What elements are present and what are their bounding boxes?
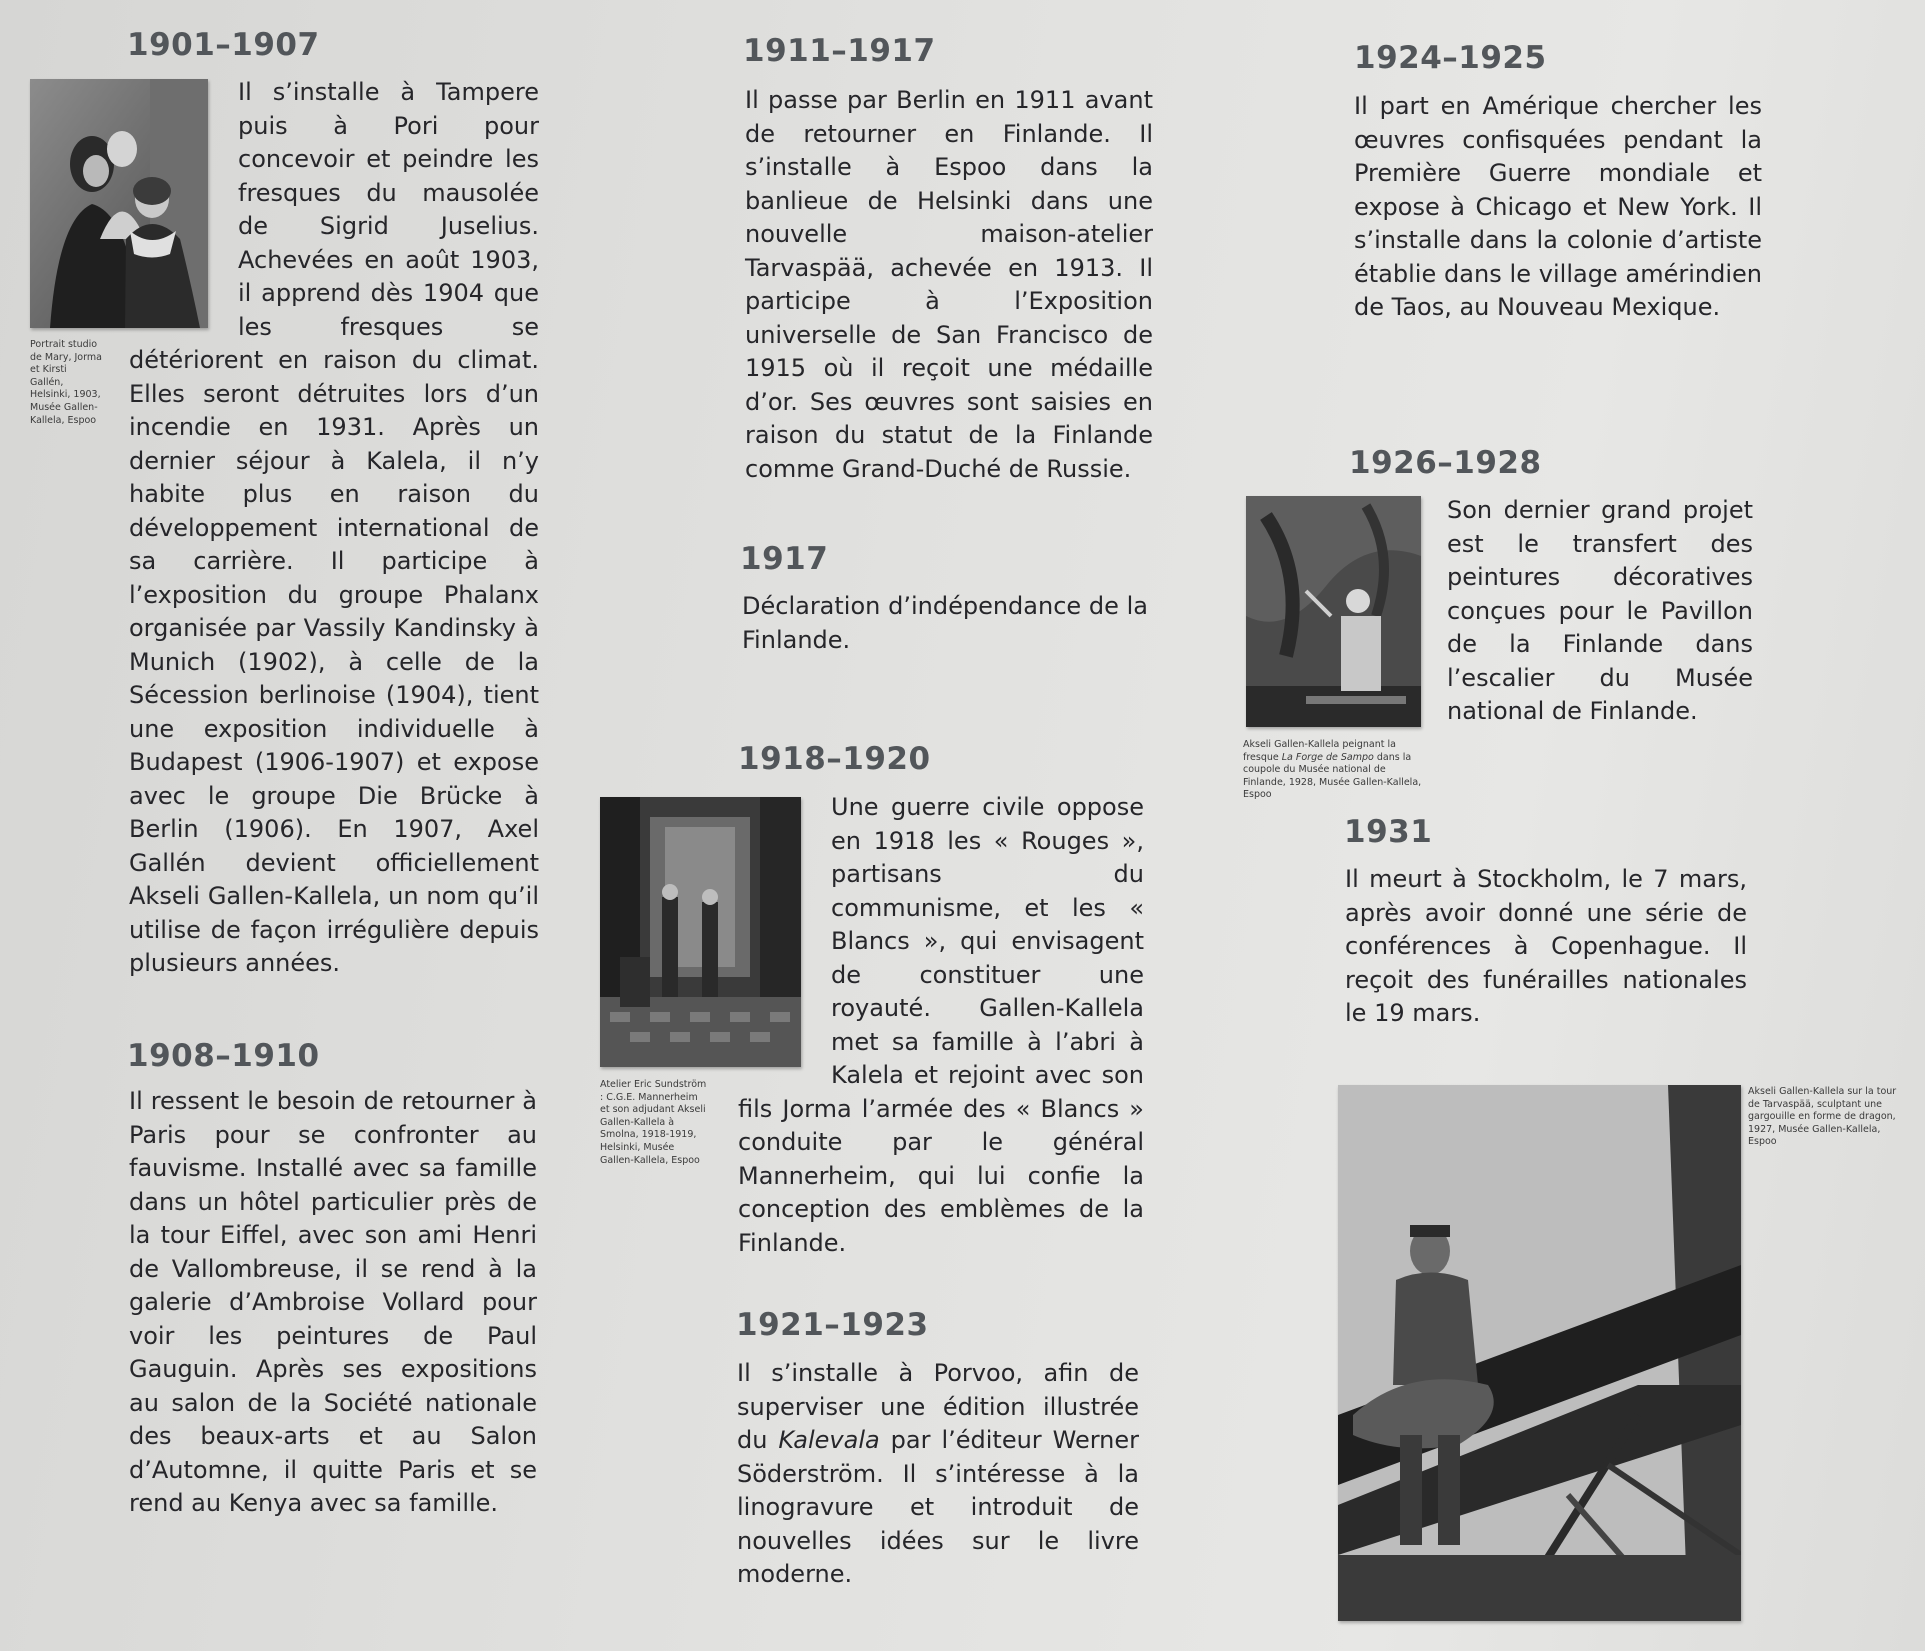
caption-fresco-title: La Forge de Sampo [1281,751,1374,763]
photo-caption-fresco [1243,739,1428,802]
kalevala-title: Kalevala [778,1426,880,1454]
heading-1918-1920: 1918–1920 [738,741,931,777]
text-1901-1907-body: Il s’installe à Tampere puis à Pori pour concevoir et peindre les fresques du mausolée de Sigrid Juselius. Achevées en août 1903, il apprend dès 1904 que les fresques se détériorent en raison du climat. Elles seront détruites lors d’un incendie en 1931. Après un dernier séjour à Kalela, il n’y habite plus en raison du développement international de sa carrière. Il participe à l’exposition du groupe Phalanx organisée par Vassily Kandinsky à Munich (1902), à celle de la Sécession berlinoise (1904), tient une exposition individuelle à Budapest (1906-1907) et expose avec le groupe Die Brücke à Berlin (1906). En 1907, Axel Gallén devient officiellement Akseli Gallen-Kallela, un nom qu’il utilise de façon irrégulière depuis plusieurs années. [129,78,539,977]
heading-1908-1910: 1908–1910 [127,1038,320,1074]
text-1921-1923-part1: Il s’installe à Porvoo, afin de superviser une édition illustrée du [737,1359,1139,1454]
heading-1901-1907: 1901–1907 [127,27,320,63]
text-1917: Déclaration d’indépendance de la Finlande. [742,592,1148,654]
heading-1917: 1917 [740,541,829,577]
photo-caption-family: Portrait studio de Mary, Jorma et Kirsti Gallén, Helsinki, 1903, Musée Gallen-Kallela, Espoo [30,339,102,426]
text-1911-1917: Il passe par Berlin en 1911 avant de retourner en Finlande. Il s’installe à Espoo dans la banlieue de Helsinki dans une nouvelle maison-atelier Tarvaspää, achevée en 1913. Il participe à l’Exposition universelle de San Francisco de 1915 où il reçoit une médaille d’or. Ses œuvres sont saisies en raison du statut de la Finlande comme Grand-Duché de Russie. [745,86,1153,483]
tower-sculpting-photo [1338,1085,1741,1621]
photo-caption-mannerheim: Atelier Eric Sundström : C.G.E. Mannerheim et son adjudant Akseli Gallen-Kallela à Smolna, 1918-1919, Helsinki, Musée Gallen-Kallela, Espoo [600,1079,707,1166]
text-1931: Il meurt à Stockholm, le 7 mars, après avoir donné une série de conférences à Copenhague. Il reçoit des funérailles nationales le 19 mars. [1345,865,1747,1027]
fresco-painting-photo [1246,496,1421,727]
text-1908-1910: Il ressent le besoin de retourner à Paris pour se confronter au fauvisme. Installé avec sa famille dans un hôtel particulier près de la tour Eiffel, avec son ami Henri de Vallombreuse, il se rend à la galerie d’Ambroise Vollard pour voir les peintures de Paul Gauguin. Après ses expositions au salon de la Société nationale des beaux-arts et au Salon d’Automne, il quitte Paris et se rend au Kenya avec sa famille. [129,1087,537,1517]
heading-1931: 1931 [1344,814,1433,850]
text-1924-1925: Il part en Amérique chercher les œuvres confisquées pendant la Première Guerre mondiale et expose à Chicago et New York. Il s’installe dans la colonie d’artiste établie dans le village amérindien de Taos, au Nouveau Mexique. [1354,92,1762,321]
photo-caption-tower: Akseli Gallen-Kallela sur la tour de Tarvaspää, sculptant une gargouille en forme de dragon, 1927, Musée Gallen-Kallela, Espoo [1748,1086,1897,1148]
text-1921-1923-part2: par l’éditeur Werner Söderström. Il s’intéresse à la linogravure et introduit de nouvelles idées sur le livre moderne. [737,1426,1139,1588]
heading-1911-1917: 1911–1917 [743,33,936,69]
text-1921-1923 [737,1357,1139,1592]
float-spacer [738,791,831,1091]
caption-fresco-part2: dans la coupole du Musée national de Finlande, 1928, Musée Gallen-Kallela, Espoo [1243,751,1422,801]
text-1918-1920-body: Une guerre civile oppose en 1918 les « Rouges », partisans du communisme, et les « Blancs », qui envisagent de constituer une royauté. Gallen-Kallela met sa famille à l’abri à Kalela et rejoint avec son fils Jorma l’armée des « Blancs » conduite par le général Mannerheim, qui lui confie la conception des emblèmes de la Finlande. [738,793,1144,1257]
text-1926-1928: Son dernier grand projet est le transfert des peintures décoratives conçues pour le Pavillon de la Finlande dans l’escalier du Musée national de Finlande. [1447,496,1753,725]
heading-1921-1923: 1921–1923 [736,1307,929,1343]
caption-fresco-part1: Akseli Gallen-Kallela peignant la fresque [1243,739,1396,763]
heading-1926-1928: 1926–1928 [1349,445,1542,481]
float-spacer [129,76,238,344]
heading-1924-1925: 1924–1925 [1354,40,1547,76]
